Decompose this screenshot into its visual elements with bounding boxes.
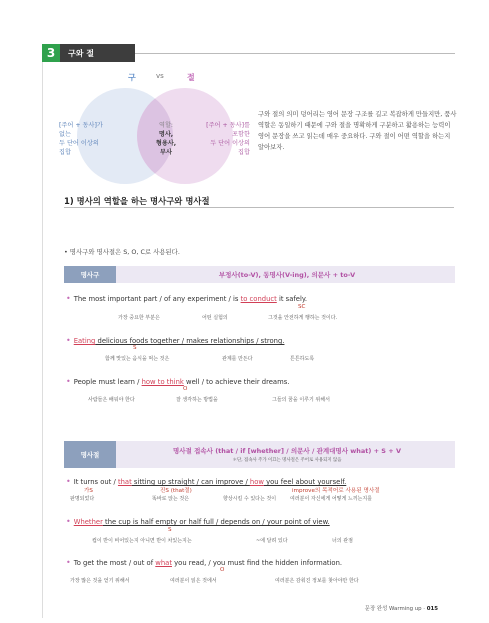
example-4-role-right: improve의 목적어로 사용된 명사절 (292, 488, 380, 494)
example-4-gloss-4: 여러분이 자신에게 어떻게 느끼는지를 (290, 496, 373, 502)
example-4-role-left: 가S (84, 488, 93, 494)
example-1-gloss-3: 그것을 안전하게 행하는 것이다. (268, 315, 338, 321)
example-5-gloss-1: 컵이 반이 비어있는지 아니면 반이 차있는지는 (92, 538, 192, 544)
example-3-gloss-3: 그들의 꿈을 이루기 위해서 (272, 397, 330, 403)
example-6-gloss-1: 가장 많은 것을 얻기 위해서 (70, 578, 130, 584)
example-3-role: O (183, 386, 188, 392)
page-number: 015 (426, 606, 438, 612)
subsection-title: 1) 명사의 역할을 하는 명사구와 명사절 (64, 196, 210, 206)
example-4-gloss-1: 판명되었다 (70, 496, 95, 502)
example-sentence-5: • Whether the cup is half empty or half full / depends on / your point of view. (66, 517, 330, 526)
example-1-gloss-2: 어떤 실험의 (202, 315, 228, 321)
left-margin-rule (42, 62, 43, 618)
example-3-gloss-1: 사람들은 배워야 한다 (88, 397, 135, 403)
noun-clause-sub-note: ＊단, 접속사 주가 이끄는 명사절은 주어로 사용되지 않음 (232, 458, 342, 463)
venn-phrase-description: [주어 + 동사]가 없는 두 단어 이상의 집합 (59, 122, 103, 156)
example-4-role-mid: 진S (that절) (160, 488, 192, 494)
example-sentence-6: • To get the most / out of what you read, / you must find the hidden information. (66, 558, 343, 567)
example-2-gloss-1: 함께 맛있는 음식을 먹는 것은 (105, 356, 170, 362)
example-6-gloss-2: 여러분이 읽은 것에서 (170, 578, 217, 584)
venn-clause-label: 절 (187, 73, 195, 82)
example-6-gloss-3: 여러분은 감춰진 정보를 찾아야만 한다 (275, 578, 359, 584)
venn-clause-description: [주어 + 동사]를 포함한 두 단어 이상의 집합 (206, 122, 250, 156)
example-2-gloss-2: 관계를 만든다 (222, 356, 253, 362)
example-1-gloss-1: 가장 중요한 부분은 (118, 315, 160, 321)
example-4-gloss-3: 향상시킬 수 있다는 것이 (223, 496, 277, 502)
noun-clause-bar (64, 441, 455, 468)
noun-clause-label: 명사절 (64, 441, 116, 468)
example-2-role: S (133, 345, 137, 351)
intro-paragraph: 구와 절의 의미 덩어리는 영어 문장 구조를 길고 복잡하게 만들지만, 품사역할은 동일하기 때문에 구와 절을 명확하게 구분하고 활용하는 능력이 영어 문장을 쓰고 읽는데 매우 중요하다. 구와 절이 어떤 역할을 하는지 알아보자. (258, 111, 457, 151)
example-6-role: O (220, 567, 225, 573)
noun-phrase-formula: 부정사(to-V), 동명사(V-ing), 의문사 + to-V (218, 271, 356, 279)
example-4-gloss-2: 똑바로 앉는 것은 (152, 496, 189, 502)
example-1-role: SC (298, 304, 306, 310)
venn-vs-label: vs (156, 72, 164, 80)
example-sentence-2: • Eating delicious foods together / makes relationships / strong. (66, 336, 285, 345)
usage-note: • 명사구와 명사절은 S, O, C로 사용된다. (64, 248, 180, 256)
example-5-gloss-3: 너의 관점 (332, 538, 353, 544)
section-number-badge: 3 (42, 44, 60, 62)
venn-phrase-label: 구 (128, 73, 136, 82)
noun-clause-formula: 명사절 접속사 (that / if [whether] / 의문사 / 관계대명사 what) + S + V ＊단, 접속사 주가 이끄는 명사절은 주어로 사용되지 않음 (173, 447, 401, 463)
subsection-divider (64, 207, 454, 208)
example-5-gloss-2: ~에 달려 있다 (256, 538, 288, 544)
section-title: 구와 절 (60, 44, 135, 62)
page-footer: 문장 완성 Warming up · 015 (364, 606, 438, 612)
example-sentence-3: • People must learn / how to think well / to achieve their dreams. (66, 377, 290, 386)
noun-phrase-bar (64, 266, 455, 283)
example-5-role: S (168, 527, 172, 533)
example-sentence-4: • It turns out / that sitting up straight / can improve / how you feel about yourself. (66, 477, 347, 486)
example-sentence-1: • The most important part / of any experiment / is to conduct it safely. (66, 294, 308, 303)
example-2-gloss-3: 튼튼하도록 (290, 356, 315, 362)
header-divider (135, 53, 455, 54)
venn-overlap-description: 역할: 명사, 형용사, 부사 (155, 122, 177, 156)
noun-phrase-label: 명사구 (64, 266, 116, 283)
example-3-gloss-2: 잘 생각하는 방법을 (176, 397, 218, 403)
